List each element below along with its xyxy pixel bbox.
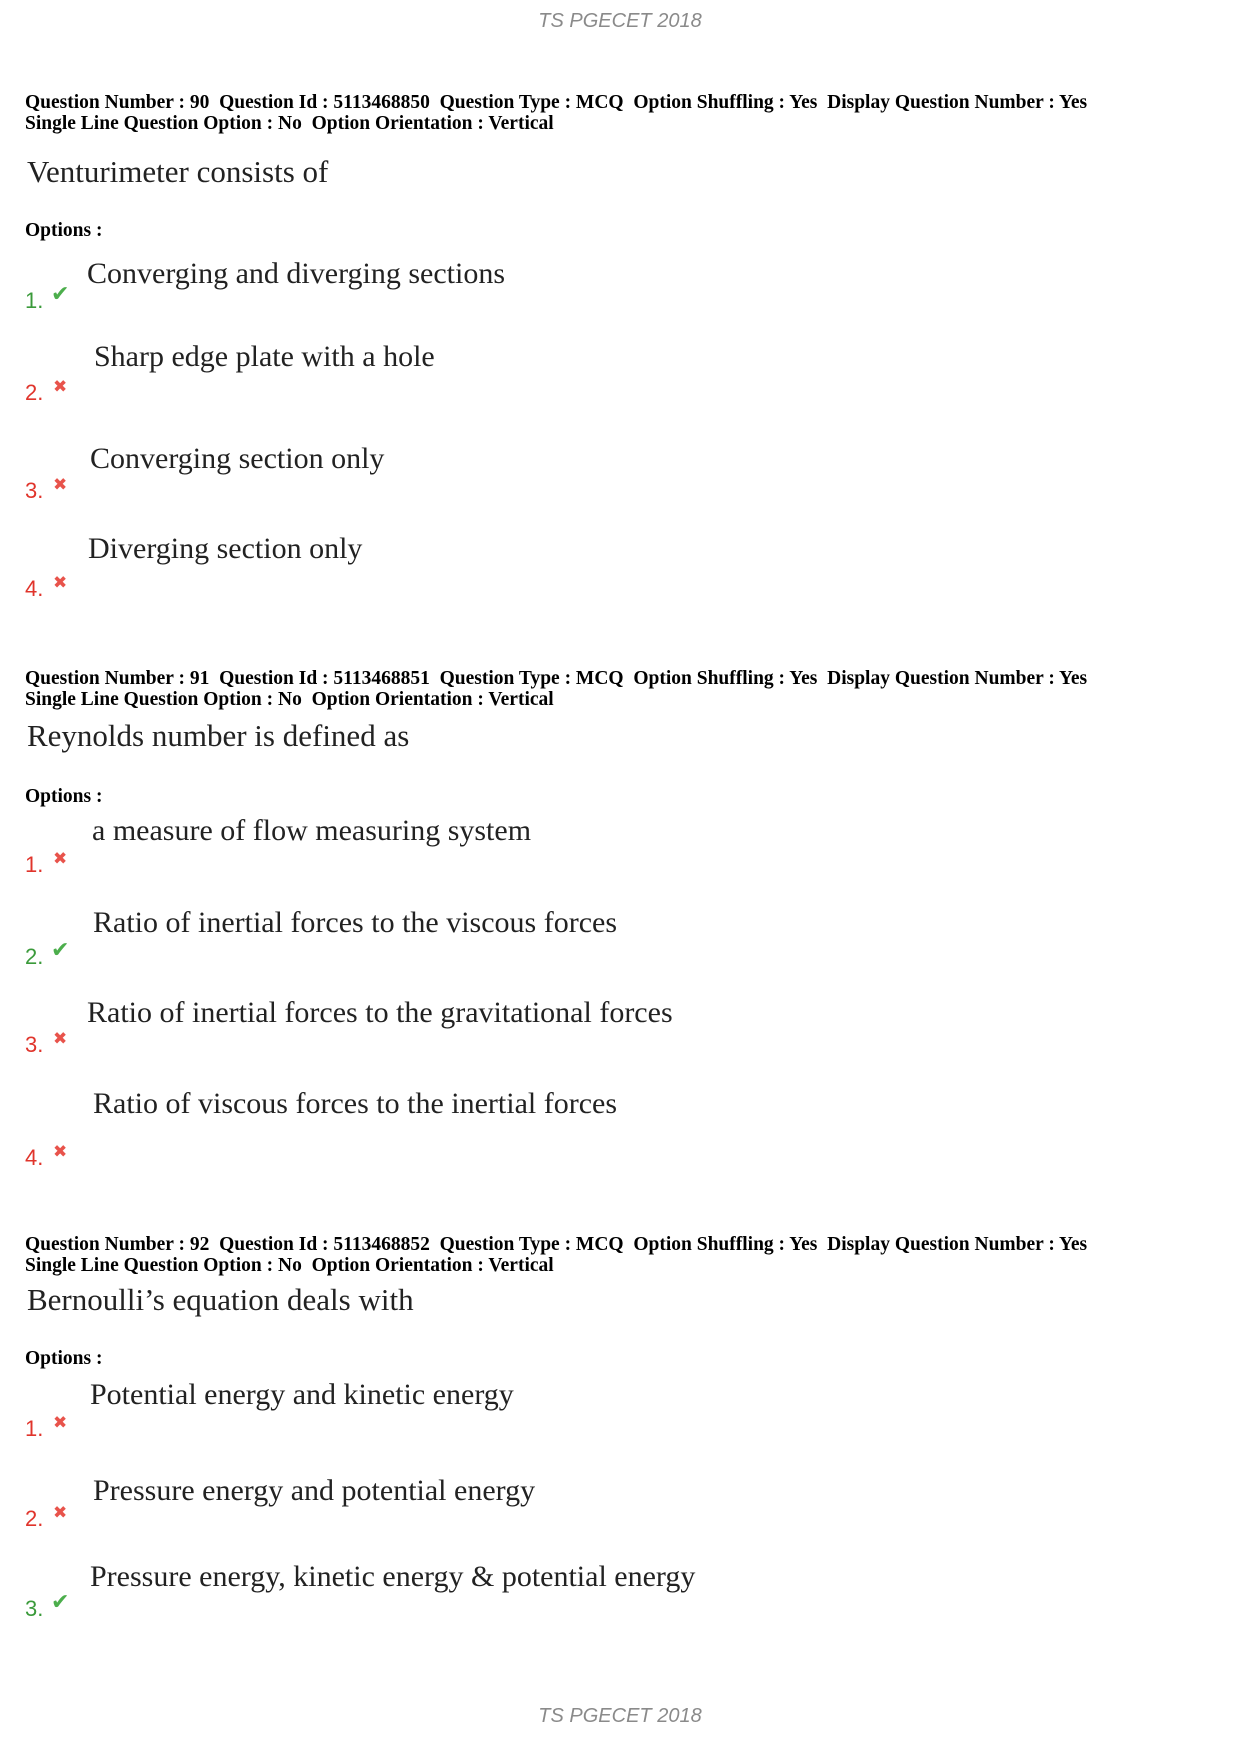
option-number: 2. — [25, 380, 44, 405]
cross-mark-icon: ✖ — [53, 849, 68, 869]
option-number: 2. — [25, 1506, 44, 1531]
option-text: a measure of flow measuring system — [92, 814, 532, 847]
cross-mark-icon: ✖ — [53, 1029, 68, 1049]
option-item — [25, 816, 1125, 876]
option-number: 3. — [25, 1596, 44, 1621]
option-item — [25, 252, 1125, 312]
page-footer: TS PGECET 2018 — [538, 1705, 702, 1727]
question-meta-line: Question Number : 92 Question Id : 5113468852 Question Type : MCQ Option Shuffling : Yes Display Question Number : Yes — [25, 1234, 1088, 1255]
option-text: Pressure energy and potential energy — [93, 1474, 536, 1507]
option-text: Potential energy and kinetic energy — [90, 1378, 514, 1411]
option-text: Ratio of viscous forces to the inertial forces — [93, 1087, 618, 1120]
option-item — [25, 532, 1125, 601]
check-mark-icon: ✔ — [51, 938, 70, 963]
cross-mark-icon: ✖ — [53, 573, 68, 593]
question-block — [25, 1234, 1225, 1654]
option-number: 2. — [25, 944, 44, 969]
option-number: 3. — [25, 478, 44, 503]
option-item — [25, 908, 1125, 968]
option-item — [25, 1087, 1125, 1170]
question-stem: Venturimeter consists of — [27, 154, 329, 189]
question-stem: Reynolds number is defined as — [27, 718, 410, 753]
option-text: Sharp edge plate with a hole — [94, 340, 435, 373]
option-text: Converging and diverging sections — [87, 257, 506, 290]
option-number: 4. — [25, 1145, 44, 1170]
question-stem: Bernoulli’s equation deals with — [27, 1282, 414, 1317]
cross-mark-icon: ✖ — [53, 1142, 68, 1162]
option-text: Ratio of inertial forces to the gravitational forces — [87, 996, 673, 1029]
question-meta-line: Single Line Question Option : No Option Orientation : Vertical — [25, 689, 554, 710]
page-header: TS PGECET 2018 — [538, 10, 702, 32]
question-meta-line: Single Line Question Option : No Option Orientation : Vertical — [25, 1255, 554, 1276]
cross-mark-icon: ✖ — [53, 475, 68, 495]
option-item — [25, 1560, 1125, 1620]
option-item — [25, 996, 1125, 1056]
options-label: Options : — [25, 220, 103, 241]
option-number: 1. — [25, 852, 44, 877]
option-number: 1. — [25, 288, 44, 313]
option-text: Pressure energy, kinetic energy & potential energy — [90, 1560, 696, 1593]
cross-mark-icon: ✖ — [53, 377, 68, 397]
option-number: 3. — [25, 1032, 44, 1057]
check-mark-icon: ✔ — [51, 1590, 70, 1615]
option-text: Diverging section only — [88, 532, 363, 565]
options-label: Options : — [25, 1348, 103, 1369]
option-text: Ratio of inertial forces to the viscous forces — [93, 906, 618, 939]
option-item — [25, 340, 1125, 405]
question-block — [25, 668, 1225, 1168]
options-label: Options : — [25, 786, 103, 807]
option-number: 1. — [25, 1416, 44, 1441]
question-meta-line: Single Line Question Option : No Option Orientation : Vertical — [25, 113, 554, 134]
check-mark-icon: ✔ — [51, 282, 70, 307]
cross-mark-icon: ✖ — [53, 1503, 68, 1523]
cross-mark-icon: ✖ — [53, 1413, 68, 1433]
question-meta-line: Question Number : 91 Question Id : 5113468851 Question Type : MCQ Option Shuffling : Yes Display Question Number : Yes — [25, 668, 1088, 689]
option-number: 4. — [25, 576, 44, 601]
question-meta-line: Question Number : 90 Question Id : 5113468850 Question Type : MCQ Option Shuffling : Yes Display Question Number : Yes — [25, 92, 1088, 113]
option-item — [25, 442, 1125, 502]
option-text: Converging section only — [90, 442, 385, 475]
question-block — [25, 92, 1225, 601]
option-item — [25, 1470, 1125, 1530]
option-item — [25, 1380, 1125, 1440]
